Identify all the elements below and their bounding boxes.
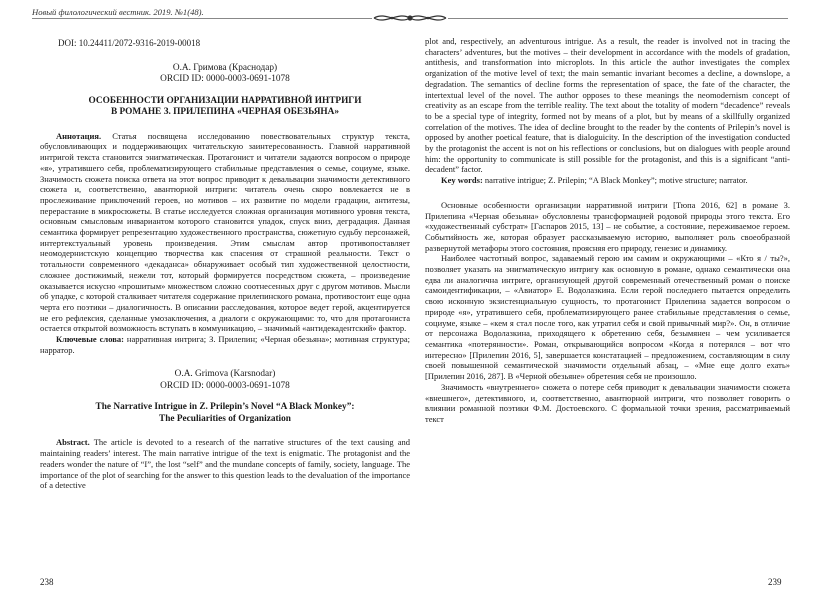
title-ru-line-2: В РОМАНЕ З. ПРИЛЕПИНА «ЧЕРНАЯ ОБЕЗЬЯНА» bbox=[110, 107, 340, 118]
body-paragraph-1: Основные особенности организации нарративной интриги [Тюпа 2016, 62] в романе З. Прилепина «Черная обезьяна» обусловлены трансформацией родовой природы этого текста. Его «художественный субстрат» [Гаспаров 2015, 13] – не событие, а состояние, переживаемое героем. Событийность же, которая образует рассказываемую историю, выполняет роль своеобразной развернутой метафоры этого состояния, проясняя его природу, генезис и динамику. bbox=[425, 199, 790, 253]
annotation-text: Статья посвящена исследованию повествовательных структур текста, обусловливающих и поддерживающих читательскую заинтересованность. Главной нарративной интригой текста становится энигматическая. Протагонист и читатели задаются вопросом о природе «я», утратившего себя, проблематизирующего стабильные представления о семье, социуме, языке. Значимость сюжета поиска ответа на этот вопрос приводит к девальвации значимости детективного сюжета и, соответственно, авантюрной интриги: читатель очень скоро вовлекается не в прослеживание приключений героев, но мотивов – их развитие по модели градации, антитезы, перерастание в микросюжеты. В статье исследуется сложная организация мотивного уровня текста, основным смысловым инвариантом которого становится упадок, спуск вниз, деградация. Данная семантика формирует репрезентацию художественного пространства, сюжетную судьбу персонажей, интертекстуальный уровень произведения. Этим смыслам автор противопоставляет неомодернистскую концепцию творчества как спасения от страшной реальности. Текст о тотальности современного «декаданса» обнаруживает особый тип художественной целостности, сложнее достижимый, нежели тот, который формируется посредством сюжета, – произведение оказывается искусно «прошитым» множеством сложно соотнесенных друг с другом мотивов. Мысли об упадке, с которой сталкивает читателя содержание прилепинского романа, противостоит еще одна черта его поэтики – диалогичность. В описании расследования, которое ведет герой, акцентируется не его рефлексия, сделанные умозаключения, а диалоги с окружающими: то, что для протагониста остается открытой возможность вступать в коммуникацию, – значимый «антидекадентский» фактор. bbox=[40, 130, 411, 334]
journal-title: Новый филологический вестник. 2019. №1(48). bbox=[32, 7, 204, 17]
orcid-ru: ORCID ID: 0000-0003-0691-1078 bbox=[160, 74, 290, 85]
title-ru-line-1: ОСОБЕННОСТИ ОРГАНИЗАЦИИ НАРРАТИВНОЙ ИНТРИГИ bbox=[88, 95, 362, 106]
author-ru: О.А. Гримова (Краснодар) bbox=[172, 62, 278, 73]
title-en-line-2: The Peculiarities of Organization bbox=[159, 413, 291, 424]
header-rule-left bbox=[32, 18, 372, 19]
keywords-en-text: narrative intrigue; Z. Prilepin; “A Black Monkey”; motive structure; narrator. bbox=[484, 175, 748, 186]
author-en: O.A. Grimova (Karsnodar) bbox=[174, 369, 276, 380]
abstract-text: The article is devoted to a research of the narrative structures of the text causing and maintaining readers’ interest. The main narrative intrigue of the text is enigmatic. The protagonist and the readers wonder the nature of “I”, the lost “self” and the mundane concepts of family, society, language. The importance of the plot of searching for the answer to this question leads to the devaluation of the importance of a detective bbox=[40, 437, 410, 491]
keywords-ru-label: Ключевые слова: bbox=[56, 334, 124, 345]
orcid-en: ORCID ID: 0000-0003-0691-1078 bbox=[160, 380, 290, 391]
left-page bbox=[40, 36, 410, 491]
body-paragraph-2: Наиболее частотный вопрос, задаваемый герою им самим и окружающими – «Кто я / ты?», позволяет указать на энигматическую интригу как основную в романе, однако семантически она едва ли аналогична интриге, организующей другой современный отечественный роман о поиске самоидентификации, – «Авиатор» Е. Водолазкина. Если герой последнего пытается определить свою исконную экзистенциальную сущность, то протагонист Прилепина задается вопросом о природе «я», утратившего себя, проблематизирующего ранее стабильные представления о семье, социуме, языке – «кем я стал после того, как утратил себя и свой привычный мир?». Он, в отличие от персонажа Водолазкина, приходящего к обретению себя, безымянен – чем усиливается семантика «потерянности». Роман, открывающийся вопросом «Когда я потерялся – вот что интересно» [Прилепин 2016, 5], завершается констатацией – предложением, составляющим в силу своей повышенной семантической значимости отдельный абзац, – «Мне еще долго ехать» [Прилепин 2016, 287]. В «Черной обезьяне» обретения себя не произошло. bbox=[425, 253, 790, 382]
right-page bbox=[425, 36, 790, 425]
abstract-continued: plot and, respectively, an adventurous intrigue. As a result, the reader is involved not in tracing the characters’ adventures, but the motives – their development in accordance with the models of gradation, antithesis, and transformation into microplots. In this article the author investigates the complex organization of the motive level of text; the main semantic invariant becomes a decline, a downslope, a degradation. The semantics of decline forms the representation of space, the fate of the character, the intertextual level of the novel. The author opposes to these meanings the neomodernism concept of creativity as an escape from the terrible reality. The text about the totality of modern “decadence” reveals to be a special type of integrity, formed not by means of a plot, but by means of a skillfully organized correlation of the motives. The idea of decline brought to the reader by the contents of Prilepin’s novel is opposed by another poetical feature, that is dialoguicity. In the description of the investigation conducted by the protagonist the accent is not on his reflections or conclusions, but on dialogues with people around him: the opportunity to communicate is still possible for the protagonist, and this is a significant “anti-decadent” factor. bbox=[425, 36, 790, 175]
keywords-ru bbox=[40, 334, 410, 355]
abstract-label: Abstract. bbox=[56, 437, 90, 448]
keywords-en-label: Key words: bbox=[441, 175, 483, 186]
doi: DOI: 10.24411/2072-9316-2019-00018 bbox=[58, 38, 201, 48]
article-title-en bbox=[40, 402, 410, 425]
ornament-icon bbox=[372, 10, 448, 26]
body-paragraph-3: Значимость «внутреннего» сюжета о потере себя приводит к девальвации значимости сюжета «внешнего», детективного, и, соответственно, авантюрной интриги, что позволяет говорить о влиянии романной поэтики Ф.М. Достоевского. С формальной точки зрения, рассматриваемый текст bbox=[425, 381, 790, 424]
annotation-label: Аннотация. bbox=[56, 130, 102, 141]
annotation bbox=[40, 131, 410, 334]
abstract bbox=[40, 437, 410, 491]
page-number-right: 239 bbox=[768, 577, 782, 587]
running-header bbox=[0, 0, 820, 30]
title-en-line-1: The Narrative Intrigue in Z. Prilepin’s Novel “A Black Monkey”: bbox=[95, 402, 355, 413]
page-number-left: 238 bbox=[40, 577, 54, 587]
article-title-ru bbox=[40, 96, 410, 119]
keywords-ru-text: нарративная интрига; З. Прилепин; «Черная обезьяна»; мотивная структура; нарратор. bbox=[40, 334, 411, 355]
header-rule-right bbox=[448, 18, 788, 19]
keywords-en bbox=[425, 175, 790, 186]
